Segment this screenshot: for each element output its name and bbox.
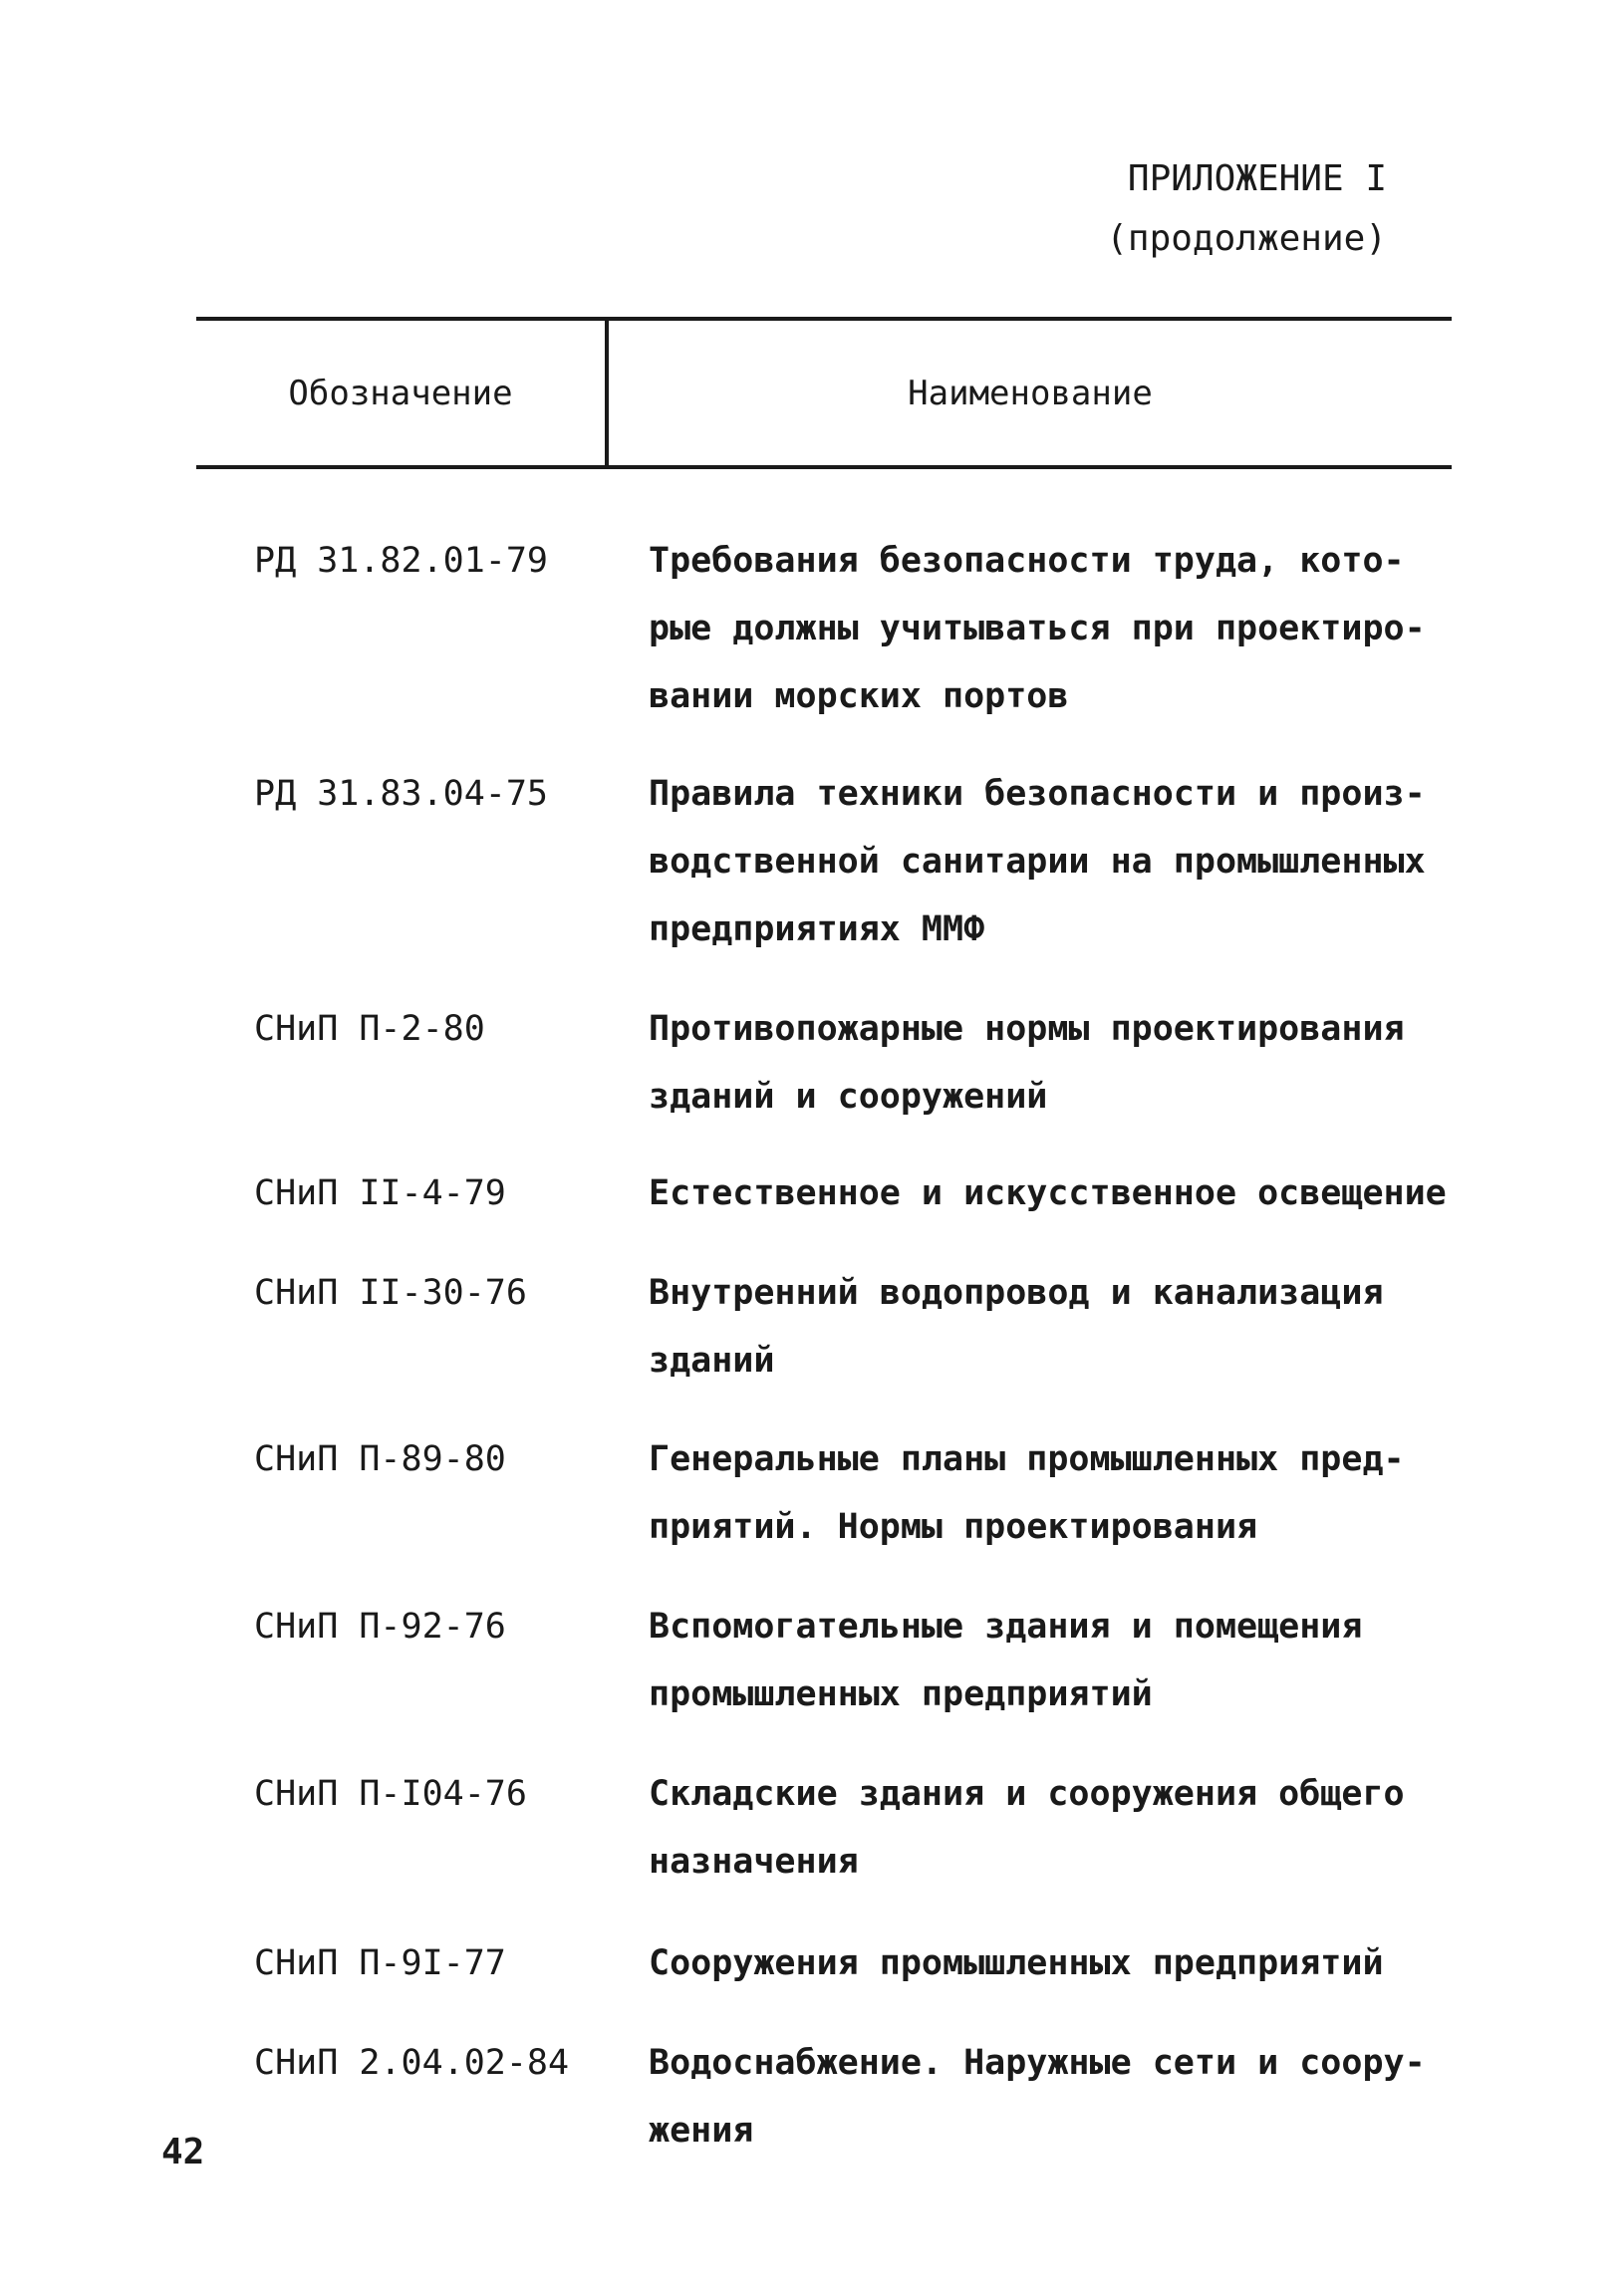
row-name-line: водственной санитарии на промышленных xyxy=(649,842,1426,882)
row-name xyxy=(615,527,1452,730)
row-name-line: Внутренний водопровод и канализация xyxy=(649,1273,1384,1313)
row-designation: СНиП П-2-80 xyxy=(254,1009,485,1049)
row-name-line: Требования безопасности труда, кото- xyxy=(649,541,1405,581)
row-designation: РД 31.82.01-79 xyxy=(254,541,549,581)
row-designation: СНиП 2.04.02-84 xyxy=(254,2043,570,2083)
column-header-name: Наименование xyxy=(908,373,1153,413)
row-name-line: зданий xyxy=(649,1341,775,1381)
table-row xyxy=(196,1425,1452,1593)
row-name-line: Противопожарные нормы проектирования xyxy=(649,1009,1405,1049)
row-name-line: вании морских портов xyxy=(649,676,1069,716)
row-name-line: Генеральные планы промышленных пред- xyxy=(649,1439,1405,1479)
row-name-line: предприятиях ММФ xyxy=(649,909,985,949)
row-designation: СНиП II-30-76 xyxy=(254,1273,527,1313)
table-row xyxy=(196,1593,1452,1760)
appendix-title: ПРИЛОЖЕНИЕ I xyxy=(1127,158,1387,199)
appendix-header xyxy=(1106,149,1387,269)
table-row xyxy=(196,760,1452,995)
table-row xyxy=(196,1259,1452,1425)
standards-table xyxy=(196,317,1452,2178)
row-name xyxy=(615,1593,1452,1728)
row-name xyxy=(615,1929,1452,1997)
table-row xyxy=(196,1159,1452,1259)
row-name-line: назначения xyxy=(649,1842,859,1882)
row-designation: СНиП П-89-80 xyxy=(254,1439,506,1479)
row-name-line: Складские здания и сооружения общего xyxy=(649,1774,1405,1814)
row-name-line: промышленных предприятий xyxy=(649,1674,1153,1714)
table-row xyxy=(196,995,1452,1159)
page-number: 42 xyxy=(161,2132,205,2172)
table-row xyxy=(196,1760,1452,1929)
row-name xyxy=(615,1259,1452,1395)
table-header-row xyxy=(196,321,1452,465)
row-name-line: приятий. Нормы проектирования xyxy=(649,1507,1258,1547)
row-name xyxy=(615,760,1452,963)
row-name-line: рые должны учитываться при проектиро- xyxy=(649,609,1426,648)
row-name-line: жения xyxy=(649,2111,754,2151)
table-row xyxy=(196,527,1452,760)
column-header-designation: Обозначение xyxy=(196,321,609,465)
table-row xyxy=(196,2029,1452,2178)
table-body xyxy=(196,469,1452,2178)
row-designation: СНиП П-I04-76 xyxy=(254,1774,527,1814)
row-designation: СНиП П-92-76 xyxy=(254,1607,506,1647)
row-name xyxy=(615,995,1452,1131)
table-row xyxy=(196,1929,1452,2029)
row-name xyxy=(615,1425,1452,1561)
row-designation: РД 31.83.04-75 xyxy=(254,774,549,814)
row-name-line: Вспомогательные здания и помещения xyxy=(649,1607,1363,1647)
appendix-subtitle: (продолжение) xyxy=(1106,218,1387,259)
row-name-line: Естественное и искусственное освещение xyxy=(649,1173,1447,1213)
row-name xyxy=(615,1159,1452,1227)
row-name-line: зданий и сооружений xyxy=(649,1077,1048,1117)
row-name-line: Правила техники безопасности и произ- xyxy=(649,774,1426,814)
row-name-line: Сооружения промышленных предприятий xyxy=(649,1943,1384,1983)
row-name-line: Водоснабжение. Наружные сети и соору- xyxy=(649,2043,1426,2083)
row-designation: СНиП П-9I-77 xyxy=(254,1943,506,1983)
row-name xyxy=(615,2029,1452,2165)
row-name xyxy=(615,1760,1452,1896)
row-designation: СНиП II-4-79 xyxy=(254,1173,506,1213)
